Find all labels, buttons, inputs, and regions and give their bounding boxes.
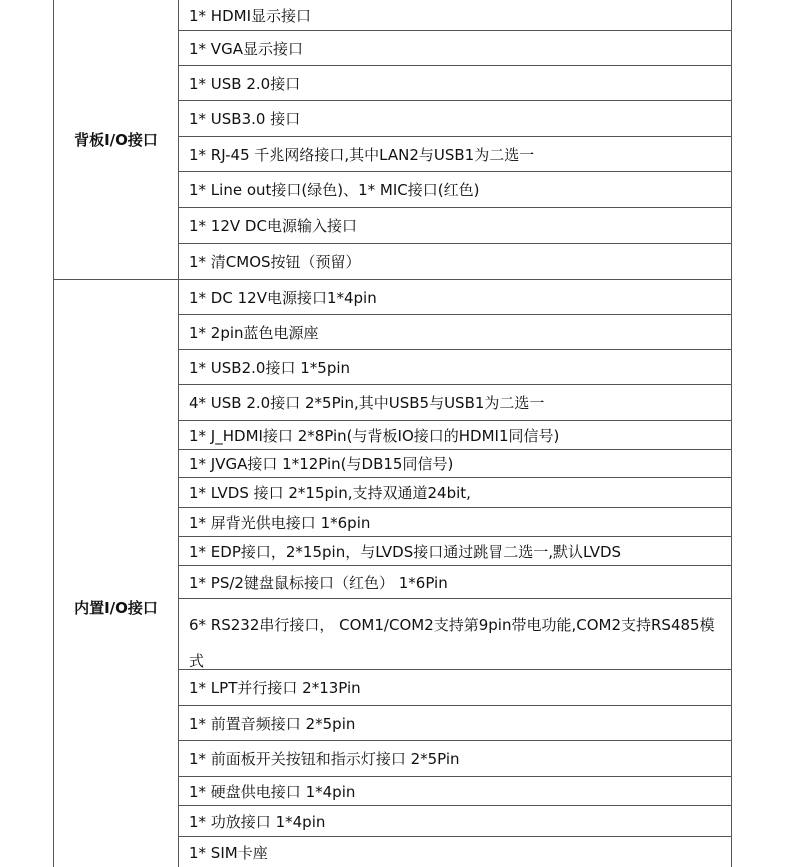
table-row: 1* 硬盘供电接口 1*4pin [189,782,356,801]
table-row: 1* J_HDMI接口 2*8Pin(与背板IO接口的HDMI1同信号) [189,426,560,445]
table-row: 1* 12V DC电源输入接口 [189,217,357,235]
table-row: 6* RS232串行接口， COM1/COM2支持第9pin带电功能,COM2支持RS485模式 [189,616,715,669]
table-row: 1* 前面板开关按钮和指示灯接口 2*5Pin [189,750,460,768]
table-row: 1* USB 2.0接口 [189,74,301,93]
table-row: 1* Line out接口(绿色)、1* MIC接口(红色) [189,181,480,199]
table-row: 1* 前置音频接口 2*5pin [189,714,356,733]
table-row: 1* USB2.0接口 1*5pin [189,358,351,377]
table-row: 1* SIM卡座 [189,843,268,862]
group-label-internal-io: 内置I/O接口 [74,599,158,617]
group-label-rear-io: 背板I/O接口 [74,131,158,149]
table-row: 1* 功放接口 1*4pin [189,812,326,831]
table-row: 1* RJ-45 千兆网络接口,其中LAN2与USB1为二选一 [189,145,535,164]
table-row: 1* 屏背光供电接口 1*6pin [189,513,371,532]
table-row: 1* HDMI显示接口 [189,6,312,25]
table-row: 1* 2pin蓝色电源座 [189,323,319,342]
table-row: 1* LVDS 接口 2*15pin,支持双通道24bit, [189,484,471,502]
table-row: 4* USB 2.0接口 2*5Pin,其中USB5与USB1为二选一 [189,394,545,412]
table-row: 1* USB3.0 接口 [189,110,301,128]
table-row: 1* VGA显示接口 [189,39,303,58]
table-row: 1* JVGA接口 1*12Pin(与DB15同信号) [189,455,454,473]
table-row: 1* PS/2键盘鼠标接口（红色） 1*6Pin [189,573,448,592]
table-row: 1* EDP接口，2*15pin，与LVDS接口通过跳冒二选一,默认LVDS [189,542,622,561]
table-row: 1* DC 12V电源接口1*4pin [189,288,377,307]
table-row: 1* 清CMOS按钮（预留） [189,253,361,271]
table-row: 1* LPT并行接口 2*13Pin [189,679,361,697]
